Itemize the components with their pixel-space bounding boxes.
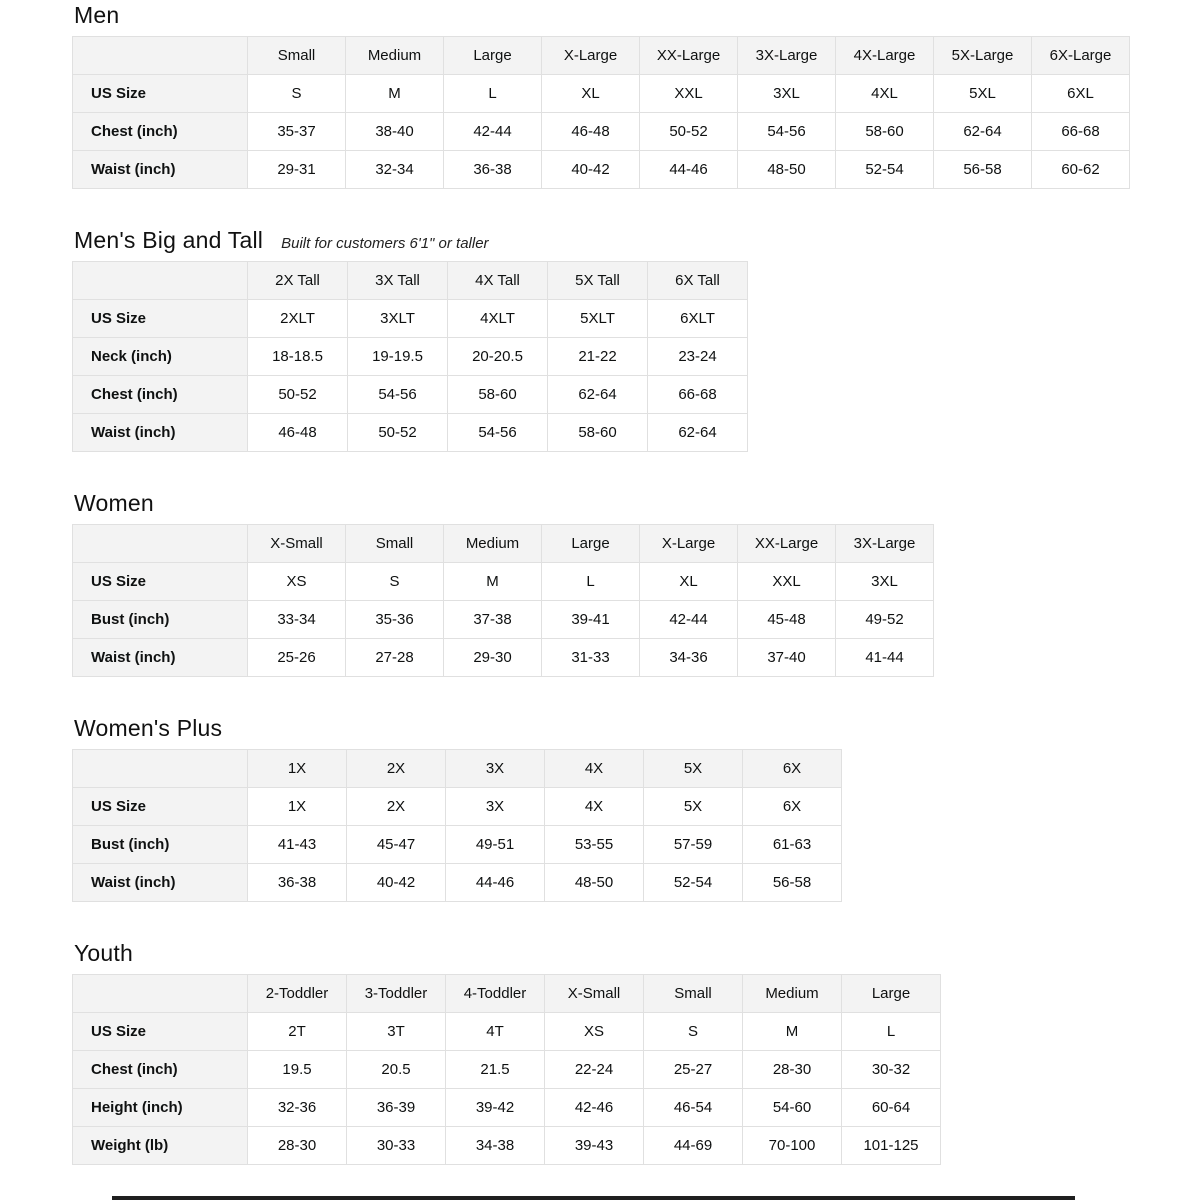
column-header: 3X-Large bbox=[836, 525, 934, 563]
row-label: Waist (inch) bbox=[73, 151, 248, 189]
section-title-mens-big-and-tall: Men's Big and Tall bbox=[74, 227, 264, 253]
table-row bbox=[73, 1089, 941, 1127]
value-cell: 3XL bbox=[738, 75, 836, 113]
value-cell: 101-125 bbox=[842, 1127, 941, 1165]
value-cell: 6XLT bbox=[648, 300, 748, 338]
table-row bbox=[73, 864, 842, 902]
column-header: Small bbox=[644, 975, 743, 1013]
value-cell: 62-64 bbox=[548, 376, 648, 414]
row-label: Bust (inch) bbox=[73, 826, 248, 864]
value-cell: 34-38 bbox=[446, 1127, 545, 1165]
value-cell: 46-48 bbox=[542, 113, 640, 151]
value-cell: 60-64 bbox=[842, 1089, 941, 1127]
column-header: X-Large bbox=[640, 525, 738, 563]
value-cell: XXL bbox=[640, 75, 738, 113]
value-cell: 48-50 bbox=[738, 151, 836, 189]
column-header: Small bbox=[346, 525, 444, 563]
section-header bbox=[74, 490, 1200, 516]
value-cell: 70-100 bbox=[743, 1127, 842, 1165]
section-youth bbox=[72, 940, 1200, 1165]
value-cell: XL bbox=[542, 75, 640, 113]
value-cell: 48-50 bbox=[545, 864, 644, 902]
value-cell: 5XLT bbox=[548, 300, 648, 338]
value-cell: 18-18.5 bbox=[248, 338, 348, 376]
value-cell: 36-39 bbox=[347, 1089, 446, 1127]
section-subtitle: Built for customers 6'1" or taller bbox=[281, 235, 489, 252]
corner-cell bbox=[73, 37, 248, 75]
value-cell: 4XLT bbox=[448, 300, 548, 338]
table-row bbox=[73, 639, 934, 677]
value-cell: 19.5 bbox=[248, 1051, 347, 1089]
column-header: 3X Tall bbox=[348, 262, 448, 300]
section-title-youth: Youth bbox=[74, 940, 133, 966]
value-cell: 1X bbox=[248, 788, 347, 826]
value-cell: 34-36 bbox=[640, 639, 738, 677]
value-cell: 35-36 bbox=[346, 601, 444, 639]
value-cell: 20-20.5 bbox=[448, 338, 548, 376]
value-cell: 21.5 bbox=[446, 1051, 545, 1089]
value-cell: 36-38 bbox=[248, 864, 347, 902]
column-header: 4X bbox=[545, 750, 644, 788]
value-cell: 21-22 bbox=[548, 338, 648, 376]
value-cell: 42-46 bbox=[545, 1089, 644, 1127]
value-cell: 5XL bbox=[934, 75, 1032, 113]
value-cell: 39-43 bbox=[545, 1127, 644, 1165]
column-header: 4X-Large bbox=[836, 37, 934, 75]
column-header: XX-Large bbox=[738, 525, 836, 563]
value-cell: 44-69 bbox=[644, 1127, 743, 1165]
row-label: Waist (inch) bbox=[73, 414, 248, 452]
value-cell: 54-60 bbox=[743, 1089, 842, 1127]
value-cell: 40-42 bbox=[542, 151, 640, 189]
value-cell: 29-30 bbox=[444, 639, 542, 677]
value-cell: 32-34 bbox=[346, 151, 444, 189]
column-header: Medium bbox=[743, 975, 842, 1013]
value-cell: 27-28 bbox=[346, 639, 444, 677]
row-label: Height (inch) bbox=[73, 1089, 248, 1127]
value-cell: 52-54 bbox=[836, 151, 934, 189]
value-cell: 39-41 bbox=[542, 601, 640, 639]
column-header-row bbox=[73, 37, 1130, 75]
value-cell: 54-56 bbox=[448, 414, 548, 452]
table-row bbox=[73, 1013, 941, 1051]
value-cell: 3X bbox=[446, 788, 545, 826]
value-cell: 56-58 bbox=[934, 151, 1032, 189]
value-cell: 49-51 bbox=[446, 826, 545, 864]
row-label: US Size bbox=[73, 300, 248, 338]
value-cell: 45-48 bbox=[738, 601, 836, 639]
column-header: 5X Tall bbox=[548, 262, 648, 300]
section-title-men: Men bbox=[74, 2, 120, 28]
value-cell: 45-47 bbox=[347, 826, 446, 864]
column-header-row bbox=[73, 750, 842, 788]
women-size-table bbox=[72, 524, 934, 677]
value-cell: 52-54 bbox=[644, 864, 743, 902]
value-cell: 61-63 bbox=[743, 826, 842, 864]
value-cell: XXL bbox=[738, 563, 836, 601]
value-cell: 6XL bbox=[1032, 75, 1130, 113]
row-label: Chest (inch) bbox=[73, 113, 248, 151]
table-row bbox=[73, 788, 842, 826]
value-cell: M bbox=[743, 1013, 842, 1051]
section-women bbox=[72, 490, 1200, 677]
value-cell: 66-68 bbox=[648, 376, 748, 414]
column-header: 2X bbox=[347, 750, 446, 788]
corner-cell bbox=[73, 262, 248, 300]
value-cell: 44-46 bbox=[640, 151, 738, 189]
value-cell: 35-37 bbox=[248, 113, 346, 151]
column-header: 2-Toddler bbox=[248, 975, 347, 1013]
value-cell: 37-40 bbox=[738, 639, 836, 677]
value-cell: 23-24 bbox=[648, 338, 748, 376]
table-row bbox=[73, 1051, 941, 1089]
value-cell: M bbox=[346, 75, 444, 113]
value-cell: 46-48 bbox=[248, 414, 348, 452]
corner-cell bbox=[73, 975, 248, 1013]
value-cell: 25-26 bbox=[248, 639, 346, 677]
value-cell: 2T bbox=[248, 1013, 347, 1051]
section-title-womens-plus: Women's Plus bbox=[74, 715, 223, 741]
value-cell: 28-30 bbox=[248, 1127, 347, 1165]
value-cell: 58-60 bbox=[548, 414, 648, 452]
row-label: US Size bbox=[73, 75, 248, 113]
value-cell: 50-52 bbox=[348, 414, 448, 452]
table-row bbox=[73, 300, 748, 338]
value-cell: 2XLT bbox=[248, 300, 348, 338]
column-header: Large bbox=[542, 525, 640, 563]
value-cell: XS bbox=[545, 1013, 644, 1051]
value-cell: 56-58 bbox=[743, 864, 842, 902]
row-label: Neck (inch) bbox=[73, 338, 248, 376]
section-mens-big-and-tall bbox=[72, 227, 1200, 452]
column-header: 5X bbox=[644, 750, 743, 788]
column-header: 4X Tall bbox=[448, 262, 548, 300]
section-header bbox=[74, 715, 1200, 741]
value-cell: 3XL bbox=[836, 563, 934, 601]
value-cell: 33-34 bbox=[248, 601, 346, 639]
value-cell: 42-44 bbox=[640, 601, 738, 639]
column-header: 3X bbox=[446, 750, 545, 788]
column-header: 1X bbox=[248, 750, 347, 788]
value-cell: 28-30 bbox=[743, 1051, 842, 1089]
value-cell: 50-52 bbox=[640, 113, 738, 151]
row-label: US Size bbox=[73, 1013, 248, 1051]
column-header: Large bbox=[842, 975, 941, 1013]
value-cell: 58-60 bbox=[836, 113, 934, 151]
value-cell: 58-60 bbox=[448, 376, 548, 414]
table-row bbox=[73, 151, 1130, 189]
value-cell: 42-44 bbox=[444, 113, 542, 151]
value-cell: 29-31 bbox=[248, 151, 346, 189]
row-label: Chest (inch) bbox=[73, 1051, 248, 1089]
value-cell: L bbox=[542, 563, 640, 601]
column-header-row bbox=[73, 975, 941, 1013]
value-cell: 2X bbox=[347, 788, 446, 826]
corner-cell bbox=[73, 525, 248, 563]
value-cell: 54-56 bbox=[348, 376, 448, 414]
value-cell: M bbox=[444, 563, 542, 601]
row-label: US Size bbox=[73, 788, 248, 826]
column-header: Medium bbox=[444, 525, 542, 563]
value-cell: 53-55 bbox=[545, 826, 644, 864]
value-cell: 44-46 bbox=[446, 864, 545, 902]
value-cell: S bbox=[346, 563, 444, 601]
value-cell: 32-36 bbox=[248, 1089, 347, 1127]
image-bottom-edge-artifact bbox=[112, 1196, 1075, 1200]
mens-big-and-tall-size-table bbox=[72, 261, 748, 452]
value-cell: XL bbox=[640, 563, 738, 601]
value-cell: 41-44 bbox=[836, 639, 934, 677]
value-cell: 4T bbox=[446, 1013, 545, 1051]
row-label: US Size bbox=[73, 563, 248, 601]
value-cell: 41-43 bbox=[248, 826, 347, 864]
row-label: Weight (lb) bbox=[73, 1127, 248, 1165]
value-cell: 6X bbox=[743, 788, 842, 826]
table-row bbox=[73, 601, 934, 639]
value-cell: 30-32 bbox=[842, 1051, 941, 1089]
column-header: 4-Toddler bbox=[446, 975, 545, 1013]
section-header bbox=[74, 227, 1200, 253]
value-cell: 5X bbox=[644, 788, 743, 826]
section-header bbox=[74, 940, 1200, 966]
section-title-women: Women bbox=[74, 490, 154, 516]
column-header: Medium bbox=[346, 37, 444, 75]
value-cell: 60-62 bbox=[1032, 151, 1130, 189]
column-header: X-Small bbox=[545, 975, 644, 1013]
youth-size-table bbox=[72, 974, 941, 1165]
value-cell: 3T bbox=[347, 1013, 446, 1051]
value-cell: 4XL bbox=[836, 75, 934, 113]
value-cell: 49-52 bbox=[836, 601, 934, 639]
column-header: 6X Tall bbox=[648, 262, 748, 300]
column-header: X-Large bbox=[542, 37, 640, 75]
corner-cell bbox=[73, 750, 248, 788]
value-cell: 20.5 bbox=[347, 1051, 446, 1089]
value-cell: L bbox=[842, 1013, 941, 1051]
value-cell: 36-38 bbox=[444, 151, 542, 189]
column-header: 2X Tall bbox=[248, 262, 348, 300]
men-size-table bbox=[72, 36, 1130, 189]
value-cell: 25-27 bbox=[644, 1051, 743, 1089]
column-header-row bbox=[73, 525, 934, 563]
section-header bbox=[74, 2, 1200, 28]
womens-plus-size-table bbox=[72, 749, 842, 902]
row-label: Waist (inch) bbox=[73, 864, 248, 902]
column-header: XX-Large bbox=[640, 37, 738, 75]
column-header: 3-Toddler bbox=[347, 975, 446, 1013]
value-cell: XS bbox=[248, 563, 346, 601]
value-cell: 4X bbox=[545, 788, 644, 826]
table-row bbox=[73, 826, 842, 864]
row-label: Chest (inch) bbox=[73, 376, 248, 414]
column-header: 5X-Large bbox=[934, 37, 1032, 75]
value-cell: 62-64 bbox=[648, 414, 748, 452]
value-cell: 39-42 bbox=[446, 1089, 545, 1127]
section-womens-plus bbox=[72, 715, 1200, 902]
table-row bbox=[73, 563, 934, 601]
value-cell: 22-24 bbox=[545, 1051, 644, 1089]
column-header: 6X bbox=[743, 750, 842, 788]
column-header: Small bbox=[248, 37, 346, 75]
column-header: Large bbox=[444, 37, 542, 75]
row-label: Waist (inch) bbox=[73, 639, 248, 677]
value-cell: 38-40 bbox=[346, 113, 444, 151]
value-cell: 57-59 bbox=[644, 826, 743, 864]
table-row bbox=[73, 113, 1130, 151]
value-cell: 46-54 bbox=[644, 1089, 743, 1127]
column-header: 3X-Large bbox=[738, 37, 836, 75]
table-row bbox=[73, 376, 748, 414]
value-cell: 31-33 bbox=[542, 639, 640, 677]
column-header: 6X-Large bbox=[1032, 37, 1130, 75]
section-men bbox=[72, 2, 1200, 189]
value-cell: 54-56 bbox=[738, 113, 836, 151]
table-row bbox=[73, 75, 1130, 113]
table-row bbox=[73, 414, 748, 452]
value-cell: L bbox=[444, 75, 542, 113]
value-cell: S bbox=[644, 1013, 743, 1051]
row-label: Bust (inch) bbox=[73, 601, 248, 639]
value-cell: 19-19.5 bbox=[348, 338, 448, 376]
value-cell: 50-52 bbox=[248, 376, 348, 414]
value-cell: 66-68 bbox=[1032, 113, 1130, 151]
value-cell: 30-33 bbox=[347, 1127, 446, 1165]
value-cell: S bbox=[248, 75, 346, 113]
value-cell: 40-42 bbox=[347, 864, 446, 902]
table-row bbox=[73, 338, 748, 376]
value-cell: 37-38 bbox=[444, 601, 542, 639]
table-row bbox=[73, 1127, 941, 1165]
column-header-row bbox=[73, 262, 748, 300]
value-cell: 62-64 bbox=[934, 113, 1032, 151]
column-header: X-Small bbox=[248, 525, 346, 563]
value-cell: 3XLT bbox=[348, 300, 448, 338]
